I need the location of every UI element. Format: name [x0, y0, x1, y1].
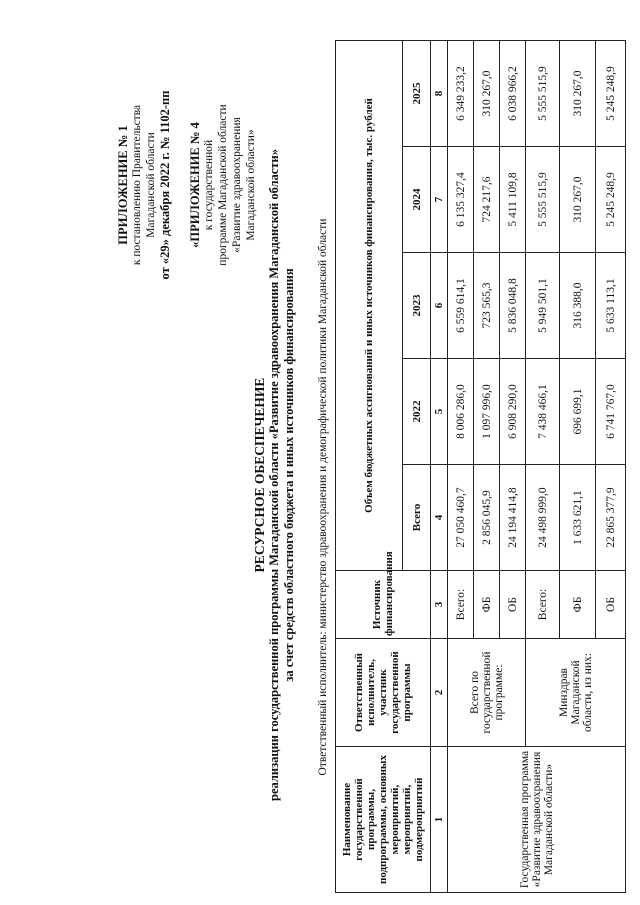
column-number: 7: [431, 147, 448, 253]
header-year: 2025: [403, 41, 431, 147]
value-cell: 5 245 248,9: [596, 147, 626, 253]
header-year: 2022: [403, 359, 431, 465]
appendix-date: от «29» декабря 2022 г. № 1102-пп: [158, 90, 172, 280]
value-cell: 723 565,3: [474, 253, 500, 359]
value-cell: 27 050 460,7: [448, 465, 474, 571]
source-cell: ФБ: [560, 571, 596, 639]
title-sub: за счет средств областного бюджета и иных источников финансирования: [282, 268, 296, 682]
column-number: 3: [431, 571, 448, 639]
source-cell: ФБ: [474, 571, 500, 639]
appendix-block: [116, 65, 258, 305]
column-number: 2: [431, 639, 448, 747]
appendix-line: программе Магаданской области: [217, 104, 229, 266]
value-cell: 696 699,1: [560, 359, 596, 465]
column-number: 4: [431, 465, 448, 571]
column-number: 5: [431, 359, 448, 465]
value-cell: 5 949 501,1: [526, 253, 560, 359]
source-cell: Всего:: [448, 571, 474, 639]
header-total: Всего: [403, 465, 431, 571]
value-cell: 24 498 999,0: [526, 465, 560, 571]
header-year: 2024: [403, 147, 431, 253]
value-cell: 310 267,0: [560, 147, 596, 253]
value-cell: 6 908 290,0: [500, 359, 526, 465]
executor-cell: Всего по государственной программе:: [448, 639, 526, 747]
source-cell: ОБ: [596, 571, 626, 639]
value-cell: 1 097 996,0: [474, 359, 500, 465]
value-cell: 5 245 248,9: [596, 41, 626, 147]
value-cell: 2 856 045,9: [474, 465, 500, 571]
header-year: 2023: [403, 253, 431, 359]
column-number: 8: [431, 41, 448, 147]
executor-cell: Минздрав Магаданской области, из них:: [526, 639, 626, 747]
value-cell: 5 555 515,9: [526, 147, 560, 253]
value-cell: 5 411 109,8: [500, 147, 526, 253]
source-cell: Всего:: [526, 571, 560, 639]
table-row: [448, 41, 474, 893]
resource-table: [335, 40, 626, 893]
value-cell: 22 865 377,9: [596, 465, 626, 571]
appendix-sub-title: «ПРИЛОЖЕНИЕ № 4: [188, 122, 202, 248]
appendix-line: «Развитие здравоохранения: [231, 117, 243, 253]
appendix-line: Магаданской области»: [245, 129, 257, 241]
column-number: 1: [431, 747, 448, 893]
appendix-line: к постановлению Правительства: [131, 104, 143, 266]
value-cell: 310 267,0: [560, 41, 596, 147]
value-cell: 1 633 621,1: [560, 465, 596, 571]
value-cell: 316 388,0: [560, 253, 596, 359]
column-numbers-row: [431, 41, 448, 893]
value-cell: 7 438 466,1: [526, 359, 560, 465]
program-name-cell: Государственная программа «Развитие здравоохранения Магаданской области»: [448, 747, 626, 893]
value-cell: 6 349 233,2: [448, 41, 474, 147]
source-cell: ОБ: [500, 571, 526, 639]
column-number: 6: [431, 253, 448, 359]
title-sub: реализации государственной программы Магаданской области «Развитие здравоохранения Магаданской области»: [267, 149, 281, 801]
appendix-line: к государственной: [203, 139, 215, 231]
value-cell: 6 135 327,4: [448, 147, 474, 253]
value-cell: 724 217,6: [474, 147, 500, 253]
appendix-line: Магаданской области: [145, 132, 157, 238]
value-cell: 6 038 966,2: [500, 41, 526, 147]
value-cell: 5 555 515,9: [526, 41, 560, 147]
table-header-row: [336, 41, 403, 893]
header-executor: Ответственный исполнитель, участник государственной программы: [336, 639, 431, 747]
value-cell: 5 836 048,8: [500, 253, 526, 359]
responsible-executor: Ответственный исполнитель: министерство здравоохранения и демографической политики Магаданской области: [317, 218, 329, 776]
value-cell: 24 194 414,8: [500, 465, 526, 571]
value-cell: 8 006 286,0: [448, 359, 474, 465]
header-source: Источник финансирования: [336, 571, 431, 639]
value-cell: 6 559 614,1: [448, 253, 474, 359]
header-name: Наименование государственной программы, подпрограммы, основных мероприятий, мероприятий, подмероприятий: [336, 747, 431, 893]
value-cell: 6 741 767,0: [596, 359, 626, 465]
value-cell: 5 633 113,1: [596, 253, 626, 359]
title-main: РЕСУРСНОЕ ОБЕСПЕЧЕНИЕ: [252, 377, 267, 573]
header-volume: Объем бюджетных ассигнований и иных источников финансирования, тыс. рублей: [336, 41, 403, 571]
document-title: [252, 105, 297, 845]
value-cell: 310 267,0: [474, 41, 500, 147]
appendix-title: ПРИЛОЖЕНИЕ № 1: [116, 125, 130, 245]
